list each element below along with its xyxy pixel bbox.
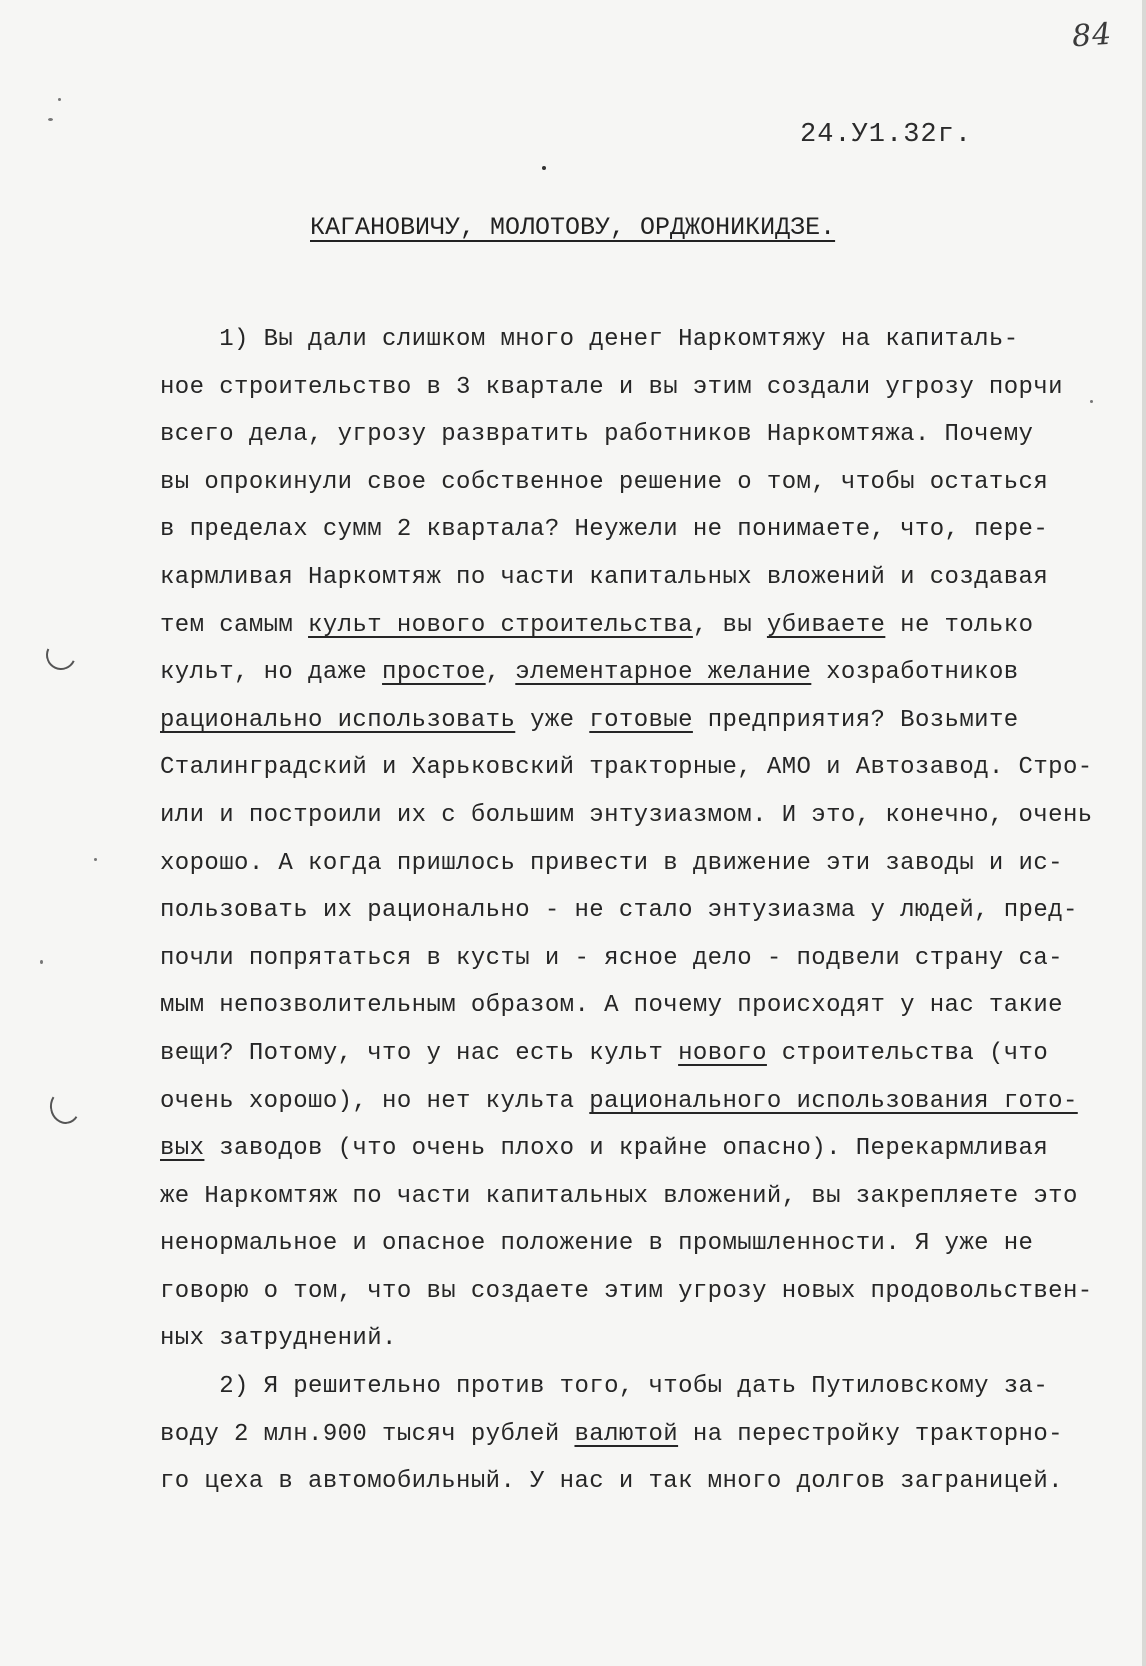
- text-line: [160, 316, 1135, 364]
- text-line: [160, 554, 1135, 602]
- text-segment: , вы: [692, 611, 767, 639]
- text-segment: Сталинградский и Харьковский тракторные, АМО и Автозавод. Стро-: [160, 754, 1093, 782]
- text-line: [160, 1268, 1135, 1316]
- text-line: [160, 1458, 1135, 1506]
- text-line: [160, 649, 1135, 697]
- text-segment: на перестройку тракторно-: [678, 1420, 1063, 1448]
- text-line: [160, 1078, 1135, 1126]
- text-line: [160, 1363, 1135, 1411]
- text-line: [160, 459, 1135, 507]
- text-line: [160, 1411, 1135, 1459]
- text-segment: 1) Вы дали слишком много денег Наркомтяжу на капиталь-: [160, 326, 1019, 353]
- text-segment: хозработников: [811, 659, 1019, 687]
- text-segment: мым непозволительным образом. А почему происходят у нас такие: [160, 992, 1063, 1020]
- text-line: [160, 1173, 1135, 1221]
- text-line: [160, 1315, 1135, 1363]
- underlined-text: вых: [160, 1135, 205, 1163]
- underlined-text: нового: [678, 1039, 767, 1067]
- text-segment: вещи? Потому, что у нас есть культ: [160, 1039, 679, 1067]
- text-segment: вы опрокинули свое собственное решение о том, чтобы остаться: [160, 468, 1049, 496]
- underlined-text: рационального использования гото-: [589, 1087, 1078, 1115]
- ink-speck: [58, 98, 61, 101]
- page-number: 84: [1070, 16, 1114, 55]
- hole-punch-mark: [47, 1088, 82, 1127]
- text-segment: культ, но даже: [160, 659, 383, 687]
- ink-dot: [542, 166, 546, 170]
- text-segment: говорю о том, что вы создаете этим угрозу новых продовольствен-: [160, 1277, 1093, 1305]
- addressee-heading: КАГАНОВИЧУ, МОЛОТОВУ, ОРДЖОНИКИДЗЕ.: [310, 213, 836, 242]
- document-date: 24.У1.32г.: [800, 120, 973, 150]
- text-line: [160, 506, 1135, 554]
- text-segment: уже: [515, 706, 590, 734]
- text-segment: воду 2 млн.900 тысяч рублей: [160, 1420, 575, 1448]
- underlined-text: убиваете: [766, 611, 886, 639]
- underlined-text: валютой: [574, 1420, 679, 1448]
- text-line: [160, 364, 1135, 412]
- text-segment: почли попрятаться в кусты и - ясное дело - подвели страну са-: [160, 944, 1063, 972]
- text-line: [160, 744, 1135, 792]
- text-segment: или и построили их с большим энтузиазмом. И это, конечно, очень: [160, 801, 1093, 829]
- text-segment: 2) Я решительно против того, чтобы дать Путиловскому за-: [160, 1373, 1049, 1401]
- underlined-text: элементарное желание: [515, 659, 812, 687]
- underlined-text: культ нового строительства: [308, 611, 693, 639]
- text-line: [160, 1030, 1135, 1078]
- ink-speck: [48, 118, 53, 121]
- text-segment: же Наркомтяж по части капитальных вложений, вы закрепляете это: [160, 1182, 1078, 1210]
- text-segment: всего дела, угрозу развратить работников Наркомтяжа. Почему: [160, 421, 1034, 449]
- letter-body: [160, 316, 1135, 1506]
- text-segment: заводов (что очень плохо и крайне опасно). Перекармливая: [204, 1135, 1049, 1163]
- underlined-text: готовые: [589, 706, 693, 734]
- text-line: [160, 840, 1135, 888]
- text-segment: кармливая Наркомтяж по части капитальных вложений и создавая: [160, 563, 1049, 591]
- underlined-text: рационально использовать: [160, 706, 516, 734]
- text-line: [160, 411, 1135, 459]
- text-segment: строительства (что: [766, 1039, 1049, 1067]
- text-segment: хорошо. А когда пришлось привести в движение эти заводы и ис-: [160, 849, 1063, 877]
- text-line: [160, 697, 1135, 745]
- ink-speck: [94, 858, 97, 861]
- hole-punch-mark: [42, 636, 80, 674]
- text-segment: ное строительство в 3 квартале и вы этим создали угрозу порчи: [160, 373, 1063, 401]
- underlined-text: простое: [382, 659, 486, 687]
- text-line: [160, 935, 1135, 983]
- paper-edge: [1142, 0, 1146, 1666]
- text-segment: ных затруднений.: [160, 1325, 397, 1353]
- text-line: [160, 1125, 1135, 1173]
- text-line: [160, 887, 1135, 935]
- text-line: [160, 982, 1135, 1030]
- text-segment: очень хорошо), но нет культа: [160, 1087, 590, 1115]
- ink-speck: [40, 960, 43, 964]
- text-segment: ненормальное и опасное положение в промышленности. Я уже не: [160, 1230, 1034, 1258]
- text-line: [160, 792, 1135, 840]
- text-segment: пользовать их рационально - не стало энтузиазма у людей, пред-: [160, 897, 1078, 925]
- text-line: [160, 602, 1135, 650]
- text-segment: тем самым: [160, 611, 309, 639]
- text-segment: в пределах сумм 2 квартала? Неужели не понимаете, что, пере-: [160, 516, 1049, 544]
- text-segment: не только: [885, 611, 1034, 639]
- text-line: [160, 1220, 1135, 1268]
- text-segment: ,: [485, 659, 516, 687]
- ink-speck: [1090, 400, 1093, 403]
- text-segment: предприятия? Возьмите: [692, 706, 1019, 734]
- text-segment: го цеха в автомобильный. У нас и так много долгов заграницей.: [160, 1468, 1063, 1496]
